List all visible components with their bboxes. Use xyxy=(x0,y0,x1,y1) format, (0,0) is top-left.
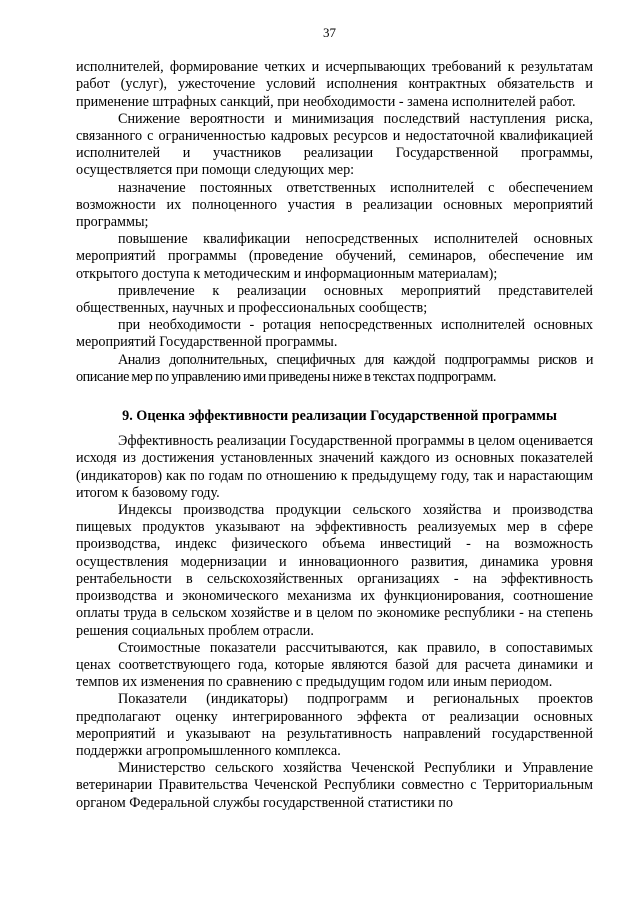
paragraph-ministry-cooperation: Министерство сельского хозяйства Чеченской Республики и Управление ветеринарии Правительства Чеченской Республики совместно с Территориальным органом Федеральной службы государственной статистики по xyxy=(76,760,593,811)
paragraph-efficiency-evaluation: Эффективность реализации Государственной программы в целом оценивается исходя из достижения установленных значений каждого из основных показателей (индикаторов) как по годам по отношению к предыдущему году, так и нарастающим итогом к базовому году. xyxy=(76,433,593,501)
paragraph-cost-indicators: Стоимостные показатели рассчитываются, как правило, в сопоставимых ценах соответствующего года, которые являются базой для расчета динамики и темпов их изменения по сравнению с предыдущим годом или иным периодом. xyxy=(76,639,593,691)
paragraph-measure-appointment: назначение постоянных ответственных исполнителей с обеспечением возможности их полноценного участия в реализации основных мероприятий программы; xyxy=(76,179,593,231)
paragraph-production-indexes: Индексы производства продукции сельского хозяйства и производства пищевых продуктов указывают на эффективность реализуемых мер в сфере производства, индекс физического объема инвестиций - на возможность осуществления модернизации и инновационного развития, динамика уровня рентабельности в сельскохозяйственных организациях - на эффективность производства и экономического механизма их функционирования, соотношение оплаты труда в сельском хозяйстве и в целом по экономике республики - на степень решения социальных проблем отрасли. xyxy=(76,502,593,639)
paragraph-subprogram-risks: Анализ дополнительных, специфичных для каждой подпрограммы рисков и описание мер по управлению ими приведены ниже в текстах подпрограмм. xyxy=(76,351,593,385)
document-page xyxy=(76,24,593,812)
section-heading: 9. Оценка эффективности реализации Государственной программы xyxy=(122,408,557,425)
paragraph-measure-involvement: привлечение к реализации основных мероприятий представителей общественных, научных и профессиональных сообществ; xyxy=(76,282,593,317)
paragraph-contractor-risk: исполнителей, формирование четких и исчерпывающих требований к результатам работ (услуг), ужесточение условий исполнения контрактных обязательств и применение штрафных санкций, при необходимости - замена исполнителей работ. xyxy=(76,59,593,110)
paragraph-staff-risk: Снижение вероятности и минимизация последствий наступления риска, связанного с ограниченностью кадровых ресурсов и недостаточной квалификацией исполнителей и участников реализации Государственной программы, осуществляется при помощи следующих мер: xyxy=(76,110,593,179)
paragraph-measure-rotation: при необходимости - ротация непосредственных исполнителей основных мероприятий Государственной программы. xyxy=(76,317,593,351)
page-number: 37 xyxy=(323,25,336,40)
paragraph-measure-training: повышение квалификации непосредственных исполнителей основных мероприятий программы (проведение обучений, семинаров, обеспечение им открытого доступа к методическим и информационным материалам); xyxy=(76,231,593,282)
paragraph-subprogram-indicators: Показатели (индикаторы) подпрограмм и региональных проектов предполагают оценку интегрированного эффекта от реализации основных мероприятий и указывают на результативность направлений государственной поддержки агропромышленного комплекса. xyxy=(76,691,593,759)
